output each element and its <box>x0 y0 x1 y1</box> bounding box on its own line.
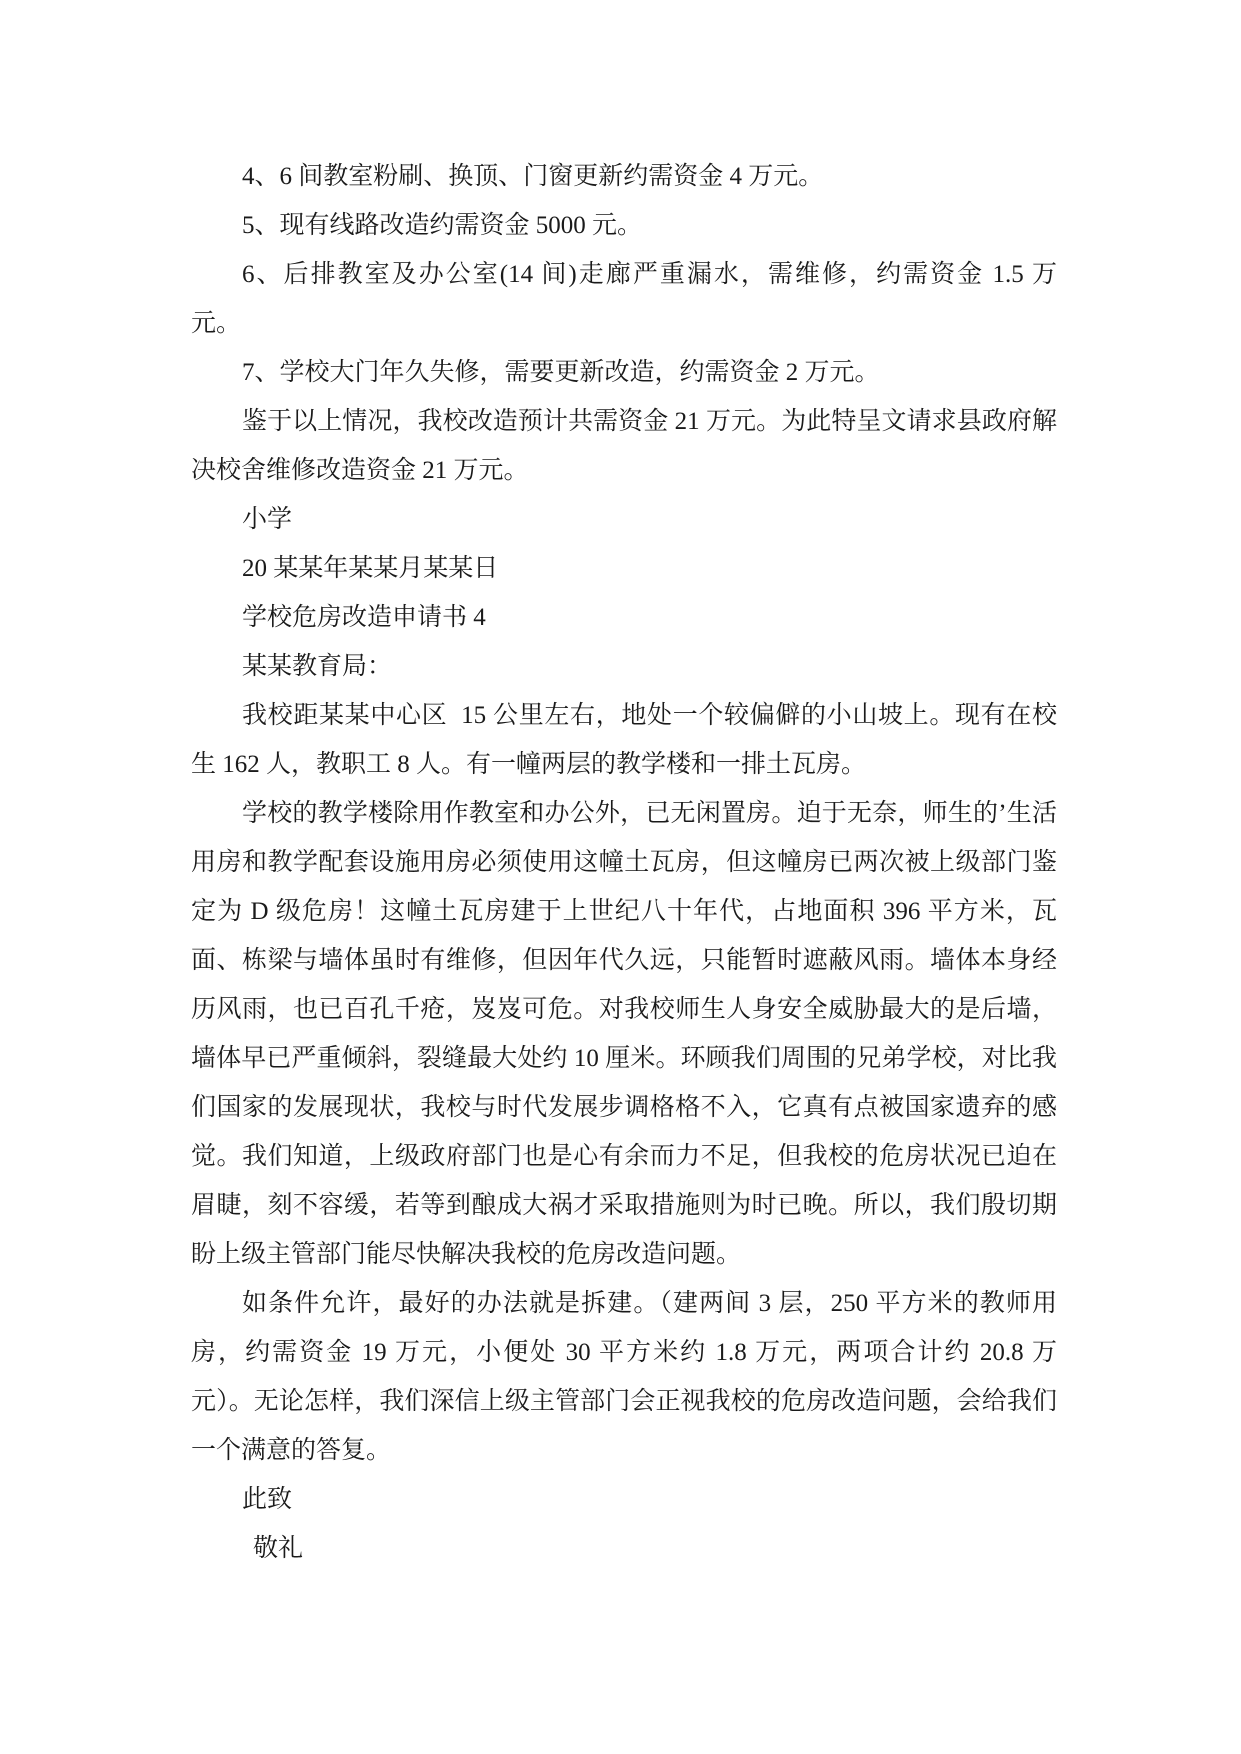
paragraph-proposal <box>191 1279 1057 1475</box>
paragraph-item-4 <box>191 152 1057 201</box>
text-line: 某某教育局： <box>242 653 393 680</box>
regards <box>191 1524 1057 1573</box>
text-line: 4、6 间教室粉刷、换顶、门窗更新约需资金 4 万元。 <box>242 163 824 190</box>
text-line: 盼上级主管部门能尽快解决我校的危房改造问题。 <box>191 1241 742 1268</box>
text-line: 元。 <box>191 310 242 337</box>
text-line: 一个满意的答复。 <box>191 1437 392 1464</box>
signature-school <box>191 495 1057 544</box>
text-line: 墙体早已严重倾斜，裂缝最大处约 10 厘米。环顾我们周围的兄弟学校，对比我 <box>191 1045 1057 1072</box>
paragraph-item-5 <box>191 201 1057 250</box>
closing <box>191 1475 1057 1524</box>
text-line: 学校危房改造申请书 4 <box>242 604 486 631</box>
text-line: 20 某某年某某月某某日 <box>242 555 499 582</box>
text-line: 决校舍维修改造资金 21 万元。 <box>191 457 529 484</box>
text-line: 此致 <box>242 1486 293 1513</box>
paragraph-school-intro <box>191 691 1057 789</box>
text-line: 5、现有线路改造约需资金 5000 元。 <box>242 212 643 239</box>
paragraph-summary <box>191 397 1057 495</box>
text-line: 面、栋梁与墙体虽时有维修，但因年代久远，只能暂时遮蔽风雨。墙体本身经 <box>191 947 1057 974</box>
text-line: 觉。我们知道，上级政府部门也是心有余而力不足，但我校的危房状况已迫在 <box>191 1143 1057 1170</box>
text-line: 历风雨，也已百孔千疮，岌岌可危。对我校师生人身安全威胁最大的是后墙， <box>191 996 1057 1023</box>
text-line: 元）。无论怎样，我们深信上级主管部门会正视我校的危房改造问题，会给我们 <box>191 1388 1057 1415</box>
text-line: 用房和教学配套设施用房必须使用这幢土瓦房，但这幢房已两次被上级部门鉴 <box>191 849 1057 876</box>
text-line: 生 162 人，教职工 8 人。有一幢两层的教学楼和一排土瓦房。 <box>191 751 867 778</box>
text-line: 6、后排教室及办公室(14 间)走廊严重漏水，需维修，约需资金 1.5 万 <box>242 261 1057 288</box>
text-line: 我校距某某中心区 15 公里左右，地处一个较偏僻的小山坡上。现有在校 <box>242 702 1057 729</box>
text-line: 小学 <box>242 506 293 533</box>
text-line: 7、学校大门年久失修，需要更新改造，约需资金 2 万元。 <box>242 359 880 386</box>
signature-date <box>191 544 1057 593</box>
text-line: 鉴于以上情况，我校改造预计共需资金 21 万元。为此特呈文请求县政府解 <box>242 408 1057 435</box>
text-line: 学校的教学楼除用作教室和办公外，已无闲置房。迫于无奈，师生的’生活 <box>242 800 1057 827</box>
letter-title <box>191 593 1057 642</box>
paragraph-item-7 <box>191 348 1057 397</box>
text-line: 如条件允许，最好的办法就是拆建。（建两间 3 层，250 平方米的教师用 <box>242 1290 1057 1317</box>
paragraph-item-6 <box>191 250 1057 348</box>
document-body <box>191 152 1057 1573</box>
text-line: 眉睫，刻不容缓，若等到酿成大祸才采取措施则为时已晚。所以，我们殷切期 <box>191 1192 1057 1219</box>
text-line: 们国家的发展现状，我校与时代发展步调格格不入，它真有点被国家遗弃的感 <box>191 1094 1057 1121</box>
text-line: 定为 D 级危房！这幢土瓦房建于上世纪八十年代，占地面积 396 平方米，瓦 <box>191 898 1057 925</box>
salutation <box>191 642 1057 691</box>
paragraph-building-condition <box>191 789 1057 1279</box>
text-line: 敬礼 <box>253 1535 304 1562</box>
text-line: 房，约需资金 19 万元，小便处 30 平方米约 1.8 万元，两项合计约 20.8 万 <box>191 1339 1057 1366</box>
